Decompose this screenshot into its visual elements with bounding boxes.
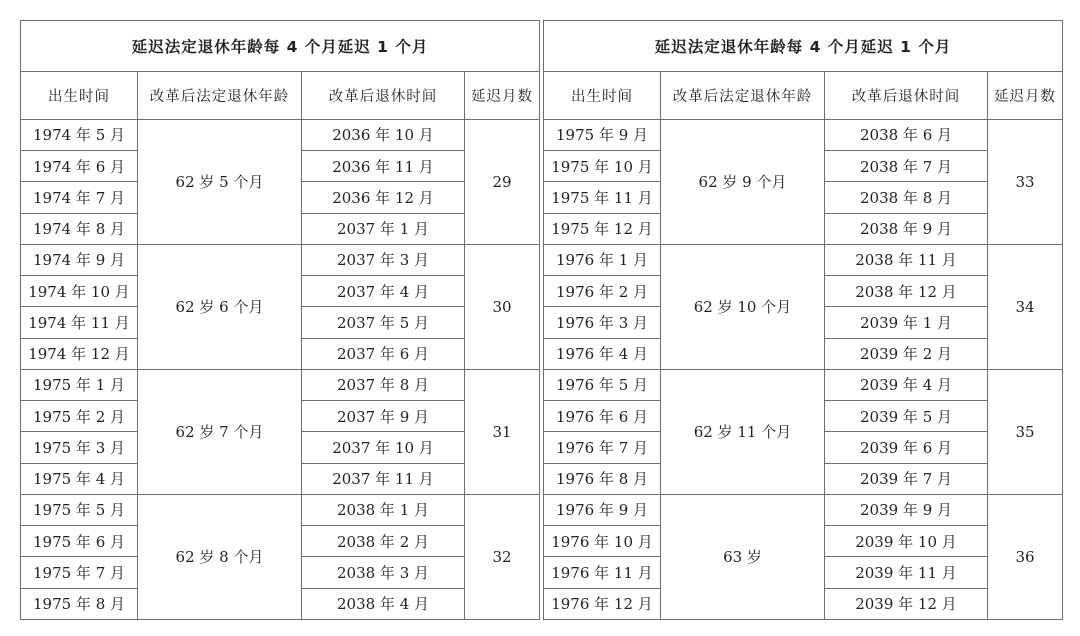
retirement-age-cell: 62 岁 9 个月 (661, 119, 825, 244)
retirement-date-cell: 2039 年 9 月 (825, 494, 988, 525)
birth-time-cell: 1975 年 7 月 (21, 557, 138, 588)
retirement-date-cell: 2039 年 4 月 (825, 369, 988, 400)
delay-months-cell: 31 (465, 369, 540, 494)
title-row (544, 21, 1063, 72)
retirement-age-cell: 63 岁 (661, 494, 825, 619)
retirement-date-cell: 2038 年 4 月 (302, 588, 465, 619)
birth-time-cell: 1975 年 9 月 (544, 119, 661, 150)
retirement-date-cell: 2038 年 2 月 (302, 526, 465, 557)
birth-time-header: 出生时间 (21, 72, 138, 119)
table-title: 延迟法定退休年龄每 4 个月延迟 1 个月 (21, 21, 540, 72)
birth-time-cell: 1974 年 10 月 (21, 276, 138, 307)
retirement-date-cell: 2039 年 11 月 (825, 557, 988, 588)
birth-time-cell: 1976 年 6 月 (544, 401, 661, 432)
retirement-date-cell: 2037 年 6 月 (302, 338, 465, 369)
birth-time-cell: 1975 年 6 月 (21, 526, 138, 557)
retirement-date-cell: 2039 年 1 月 (825, 307, 988, 338)
retirement-date-header: 改革后退休时间 (825, 72, 988, 119)
retirement-date-cell: 2039 年 12 月 (825, 588, 988, 619)
delay-months-header: 延迟月数 (465, 72, 540, 119)
retirement-date-cell: 2037 年 9 月 (302, 401, 465, 432)
retirement-age-cell: 62 岁 7 个月 (138, 369, 302, 494)
delay-months-header: 延迟月数 (988, 72, 1063, 119)
retirement-age-header: 改革后法定退休年龄 (138, 72, 302, 119)
birth-time-cell: 1976 年 8 月 (544, 463, 661, 494)
retirement-date-cell: 2039 年 2 月 (825, 338, 988, 369)
retirement-date-cell: 2037 年 10 月 (302, 432, 465, 463)
birth-time-cell: 1974 年 6 月 (21, 151, 138, 182)
retirement-date-cell: 2039 年 5 月 (825, 401, 988, 432)
retirement-date-cell: 2038 年 1 月 (302, 494, 465, 525)
retirement-date-cell: 2036 年 10 月 (302, 119, 465, 150)
birth-time-cell: 1976 年 4 月 (544, 338, 661, 369)
birth-time-cell: 1976 年 10 月 (544, 526, 661, 557)
table-row (21, 244, 540, 275)
birth-time-cell: 1975 年 4 月 (21, 463, 138, 494)
delay-months-cell: 35 (988, 369, 1063, 494)
birth-time-cell: 1976 年 9 月 (544, 494, 661, 525)
table-row (544, 244, 1063, 275)
table-row (21, 369, 540, 400)
table-title: 延迟法定退休年龄每 4 个月延迟 1 个月 (544, 21, 1063, 72)
birth-time-cell: 1976 年 3 月 (544, 307, 661, 338)
birth-time-cell: 1974 年 7 月 (21, 182, 138, 213)
retirement-date-cell: 2039 年 6 月 (825, 432, 988, 463)
retirement-date-cell: 2038 年 3 月 (302, 557, 465, 588)
birth-time-cell: 1976 年 12 月 (544, 588, 661, 619)
table-row (544, 369, 1063, 400)
retirement-date-cell: 2037 年 5 月 (302, 307, 465, 338)
table-row (21, 494, 540, 525)
birth-time-cell: 1974 年 11 月 (21, 307, 138, 338)
birth-time-cell: 1974 年 9 月 (21, 244, 138, 275)
birth-time-cell: 1975 年 3 月 (21, 432, 138, 463)
delay-months-cell: 34 (988, 244, 1063, 369)
header-row (544, 72, 1063, 119)
retirement-date-cell: 2037 年 3 月 (302, 244, 465, 275)
birth-time-cell: 1975 年 2 月 (21, 401, 138, 432)
retirement-age-cell: 62 岁 5 个月 (138, 119, 302, 244)
birth-time-cell: 1976 年 7 月 (544, 432, 661, 463)
left-table-panel (20, 20, 539, 620)
retirement-date-cell: 2037 年 8 月 (302, 369, 465, 400)
birth-time-cell: 1975 年 12 月 (544, 213, 661, 244)
birth-time-cell: 1974 年 8 月 (21, 213, 138, 244)
table-row (544, 119, 1063, 150)
delay-months-cell: 30 (465, 244, 540, 369)
retirement-date-cell: 2038 年 7 月 (825, 151, 988, 182)
delay-months-cell: 32 (465, 494, 540, 619)
header-row (21, 72, 540, 119)
delay-months-cell: 36 (988, 494, 1063, 619)
retirement-date-cell: 2037 年 1 月 (302, 213, 465, 244)
retirement-date-cell: 2036 年 11 月 (302, 151, 465, 182)
birth-time-cell: 1974 年 5 月 (21, 119, 138, 150)
birth-time-cell: 1975 年 10 月 (544, 151, 661, 182)
retirement-date-cell: 2038 年 9 月 (825, 213, 988, 244)
retirement-age-cell: 62 岁 11 个月 (661, 369, 825, 494)
birth-time-cell: 1975 年 11 月 (544, 182, 661, 213)
retirement-date-cell: 2039 年 10 月 (825, 526, 988, 557)
retirement-age-cell: 62 岁 6 个月 (138, 244, 302, 369)
title-row (21, 21, 540, 72)
retirement-age-header: 改革后法定退休年龄 (661, 72, 825, 119)
right-retirement-table (543, 20, 1063, 620)
retirement-date-cell: 2036 年 12 月 (302, 182, 465, 213)
right-table-panel (543, 20, 1062, 620)
retirement-date-cell: 2038 年 6 月 (825, 119, 988, 150)
table-row (21, 119, 540, 150)
birth-time-header: 出生时间 (544, 72, 661, 119)
retirement-date-cell: 2039 年 7 月 (825, 463, 988, 494)
birth-time-cell: 1976 年 1 月 (544, 244, 661, 275)
retirement-age-cell: 62 岁 8 个月 (138, 494, 302, 619)
retirement-date-cell: 2037 年 11 月 (302, 463, 465, 494)
retirement-date-cell: 2037 年 4 月 (302, 276, 465, 307)
birth-time-cell: 1975 年 1 月 (21, 369, 138, 400)
birth-time-cell: 1976 年 11 月 (544, 557, 661, 588)
birth-time-cell: 1975 年 8 月 (21, 588, 138, 619)
delay-months-cell: 33 (988, 119, 1063, 244)
birth-time-cell: 1975 年 5 月 (21, 494, 138, 525)
delay-months-cell: 29 (465, 119, 540, 244)
retirement-date-header: 改革后退休时间 (302, 72, 465, 119)
retirement-date-cell: 2038 年 8 月 (825, 182, 988, 213)
table-row (544, 494, 1063, 525)
retirement-age-cell: 62 岁 10 个月 (661, 244, 825, 369)
retirement-date-cell: 2038 年 11 月 (825, 244, 988, 275)
birth-time-cell: 1974 年 12 月 (21, 338, 138, 369)
retirement-date-cell: 2038 年 12 月 (825, 276, 988, 307)
birth-time-cell: 1976 年 2 月 (544, 276, 661, 307)
retirement-delay-document (20, 20, 1062, 620)
birth-time-cell: 1976 年 5 月 (544, 369, 661, 400)
left-retirement-table (20, 20, 540, 620)
